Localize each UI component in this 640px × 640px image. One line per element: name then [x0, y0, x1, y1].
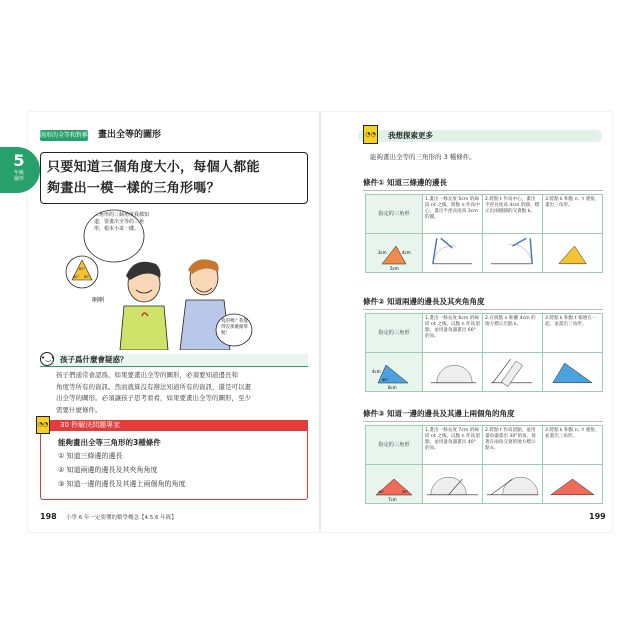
step-3-figure	[543, 234, 603, 273]
step-1-figure	[423, 353, 483, 392]
explanation-text	[56, 370, 306, 416]
step-2-figure	[483, 353, 543, 392]
step-1-figure	[423, 465, 483, 504]
expert-item-2: ② 知道兩邊的邊長及其夾角角度	[58, 466, 158, 474]
expert-item-3: ③ 知道一邊的邊長及其邊上兩個角的角度	[58, 480, 186, 488]
body-line: 出全等的圖形。必須讓孩子思考看看，如果要畫出全等的圖形，至少	[56, 394, 251, 402]
condition-1-table	[365, 194, 603, 273]
question-heading: 孩子爲什麼會疑惑？	[60, 355, 128, 364]
pencil-character-icon: ◔◔	[36, 416, 50, 434]
speech-bubble-left-text: 三角形的三個角度我都知道，要畫出全等的三角形，根本小菜一碟。	[94, 212, 150, 232]
sfx-text: 啊啊	[92, 297, 105, 304]
step-2: 2.將點 t 作爲中心，畫出半徑長度爲 4cm 的圓。標示出兩個圓的交會點 k。	[483, 195, 543, 234]
step-3: 3.將點 k 和點 n、t 連接，並畫出三角形。	[543, 426, 603, 465]
speech-bubble-right-text: 真的嗎？我覺得沒那麼簡單喔！	[221, 319, 248, 336]
step-1: 1.畫出一條長度 7cm 的線段 nt 之後，以點 n 作爲頂點，並用量角器畫出 40°的角。	[423, 426, 483, 465]
footer-text: 小學 6 年一定要懂的數學概念【4.5.6 年級】	[66, 515, 177, 521]
triangle-figure	[366, 465, 423, 504]
expert-item-1: ① 知道三條邊的邊長	[58, 452, 123, 460]
grade-number: 5	[13, 151, 25, 170]
step-3-figure	[543, 465, 603, 504]
page-number-right: 199	[589, 512, 606, 521]
grade-sub: 圖形	[13, 176, 24, 182]
svg-text:3cm: 3cm	[378, 250, 387, 255]
condition-3-heading: 條件③ 知道一邊的邊長及其邊上兩個角的角度	[363, 409, 515, 418]
angle-label-top: 60°	[79, 267, 86, 271]
triangle-figure	[366, 353, 423, 392]
divider	[363, 190, 603, 191]
headline-box	[40, 152, 308, 204]
step-3-figure	[543, 353, 603, 392]
table-label: 指定的三角形	[366, 195, 423, 234]
svg-text:30°: 30°	[402, 490, 409, 494]
body-line: 孩子們通常會認爲，如果要畫出全等的圖形，必須要知道邊長和	[56, 371, 238, 379]
step-3: 3.將點 k 和點 n、t 連接，畫出三角形。	[543, 195, 603, 234]
angle-label-left: 60°	[73, 275, 80, 279]
svg-text:4cm: 4cm	[402, 250, 411, 255]
page-gutter	[319, 112, 321, 532]
step-2: 2.將點 t 作爲頂點，並用量角器畫出 30°的角，接著在兩角交會的地方標示點 k。	[483, 426, 543, 465]
svg-text:40°: 40°	[378, 490, 385, 494]
angle-label-right: 60°	[84, 275, 91, 279]
condition-3-table	[365, 425, 603, 504]
grade-label: 年級	[13, 170, 24, 176]
expert-title: 能夠畫出全等三角形的3種條件	[58, 438, 161, 447]
step-1-figure	[423, 234, 483, 273]
body-line: 需要什麼條件。	[56, 405, 102, 414]
body-line: 角度等所有的資訊。然而就算沒有辦法知道所有的資訊，還是可以畫	[56, 382, 251, 391]
svg-text:60°: 60°	[382, 378, 389, 382]
svg-text:4cm: 4cm	[372, 369, 381, 374]
step-2-figure	[483, 234, 543, 273]
svg-text:6cm: 6cm	[388, 385, 397, 390]
triangle-figure	[366, 234, 423, 273]
step-1: 1.畫出一條長度 5cm 的線段 nt 之後，將點 n 作爲中心，畫出半徑長度爲 3cm 的圓。	[423, 195, 483, 234]
expert-heading: 30 秒解決問題專家	[40, 420, 308, 431]
step-1: 1.畫出一條長度 6cm 的線段 nt 之後，以點 n 作爲頂點，並用量角器畫出 60°的角。	[423, 314, 483, 353]
pencil-character-icon: ◔◔	[363, 125, 378, 144]
condition-1-heading: 條件① 知道三條邊的邊長	[363, 178, 447, 187]
topic-tag: 圖形的全等和對稱	[40, 132, 89, 139]
svg-text:7cm: 7cm	[388, 497, 397, 502]
table-label: 指定的三角形	[366, 426, 423, 465]
boy-character	[120, 262, 168, 350]
headline-line1: 只要知道三個角度大小，每個人都能	[47, 160, 260, 175]
condition-2-table	[365, 313, 603, 392]
page-number-left: 198	[40, 512, 57, 521]
thinking-face-icon: •‿•	[40, 352, 54, 366]
explore-subtitle: 能夠畫出全等的三角形的 3 種條件。	[370, 153, 476, 161]
headline-line2: 夠畫出一模一樣的三角形嗎？	[47, 181, 220, 196]
explore-heading: 我想探索更多	[388, 131, 433, 140]
divider	[363, 421, 603, 422]
condition-2-heading: 條件② 知道兩邊的邊長及其夾角角度	[363, 297, 485, 306]
divider	[363, 309, 603, 310]
step-2: 2.在與點 n 距離 4cm 的地方標示出點 k。	[483, 314, 543, 353]
table-label: 指定的三角形	[366, 314, 423, 353]
step-2-figure	[483, 465, 543, 504]
svg-text:5cm: 5cm	[390, 266, 399, 271]
topic-title: 畫出全等的圖形	[98, 130, 162, 140]
step-3: 3.將點 k 和點 t 相連在一起，並畫出三角形。	[543, 314, 603, 353]
